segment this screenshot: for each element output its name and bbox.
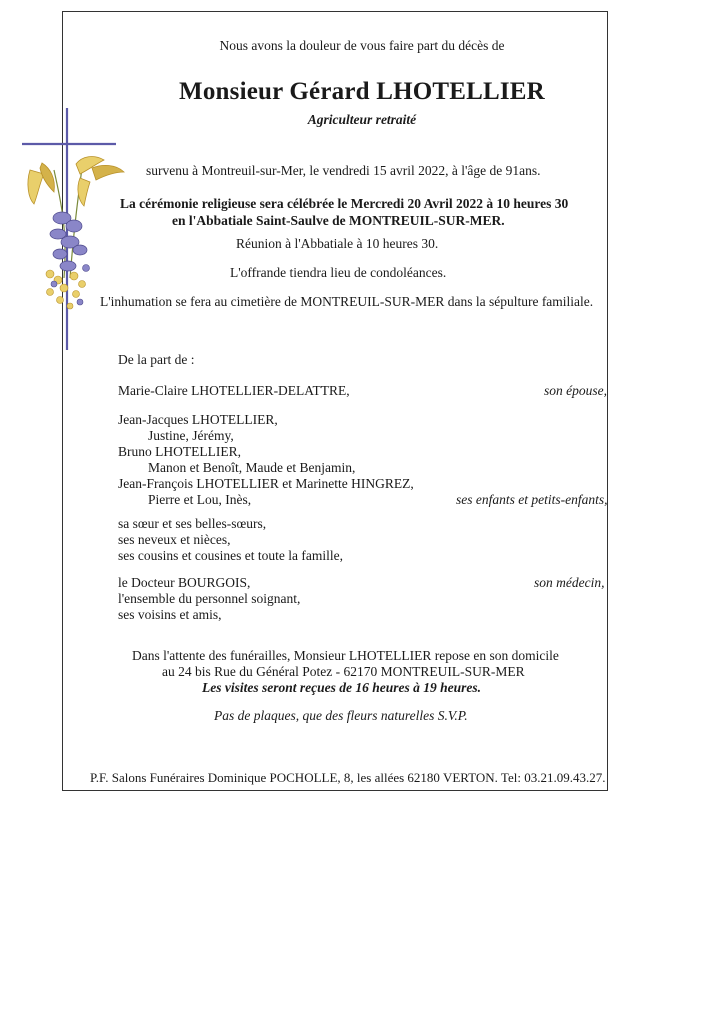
grandchildren-line: Pierre et Lou, Inès, (148, 492, 252, 507)
others-line: ses voisins et amis, (118, 607, 222, 622)
flowers-text: Pas de plaques, que des fleurs naturelles S.V.P. (214, 708, 468, 723)
others-line: l'ensemble du personnel soignant, (118, 591, 301, 606)
family-line: ses neveux et nièces, (118, 532, 231, 547)
burial-text: L'inhumation se fera au cimetière de MONTREUIL-SUR-MER dans la sépulture familiale. (100, 294, 594, 309)
funeral-home-footer: P.F. Salons Funéraires Dominique POCHOLLE, 8, les allées 62180 VERTON. Tel: 03.21.09.43.27. (90, 770, 606, 785)
rest-line-1: Dans l'attente des funérailles, Monsieur LHOTELLIER repose en son domicile (132, 648, 559, 663)
family-line: sa sœur et ses belles-sœurs, (118, 516, 267, 531)
family-line: ses cousins et cousines et toute la famille, (118, 548, 343, 563)
child-line: Jean-Jacques LHOTELLIER, (118, 412, 278, 427)
children-relation: ses enfants et petits-enfants, (456, 492, 608, 507)
doctor-relation: son médecin, (534, 575, 605, 590)
deceased-name: Monsieur Gérard LHOTELLIER (179, 78, 545, 105)
offering-text: L'offrande tiendra lieu de condoléances. (230, 265, 447, 280)
grandchildren-line: Manon et Benoît, Maude et Benjamin, (148, 460, 356, 475)
footer-rule (62, 790, 608, 791)
spouse-relation: son épouse, (544, 383, 607, 398)
cross-with-flowers-illustration (20, 108, 130, 358)
from-label: De la part de : (118, 352, 195, 367)
child-line: Bruno LHOTELLIER, (118, 444, 241, 459)
child-line: Jean-François LHOTELLIER et Marinette HINGREZ, (118, 476, 414, 491)
doctor-name: le Docteur BOURGOIS, (118, 575, 251, 590)
ceremony-line-2: en l'Abbatiale Saint-Saulve de MONTREUIL-SUR-MER. (172, 213, 505, 228)
spouse-name: Marie-Claire LHOTELLIER-DELATTRE, (118, 383, 350, 398)
visits-text: Les visites seront reçues de 16 heures à 19 heures. (202, 680, 481, 695)
intro-text: Nous avons la douleur de vous faire part du décès de (219, 38, 505, 53)
meeting-text: Réunion à l'Abbatiale à 10 heures 30. (236, 236, 439, 251)
death-statement: survenu à Montreuil-sur-Mer, le vendredi 15 avril 2022, à l'âge de 91ans. (146, 163, 541, 178)
ceremony-line-1: La cérémonie religieuse sera célébrée le Mercredi 20 Avril 2022 à 10 heures 30 (120, 196, 569, 211)
occupation: Agriculteur retraité (307, 112, 417, 127)
rest-line-2: au 24 bis Rue du Général Potez - 62170 MONTREUIL-SUR-MER (162, 664, 525, 679)
grandchildren-line: Justine, Jérémy, (148, 428, 234, 443)
